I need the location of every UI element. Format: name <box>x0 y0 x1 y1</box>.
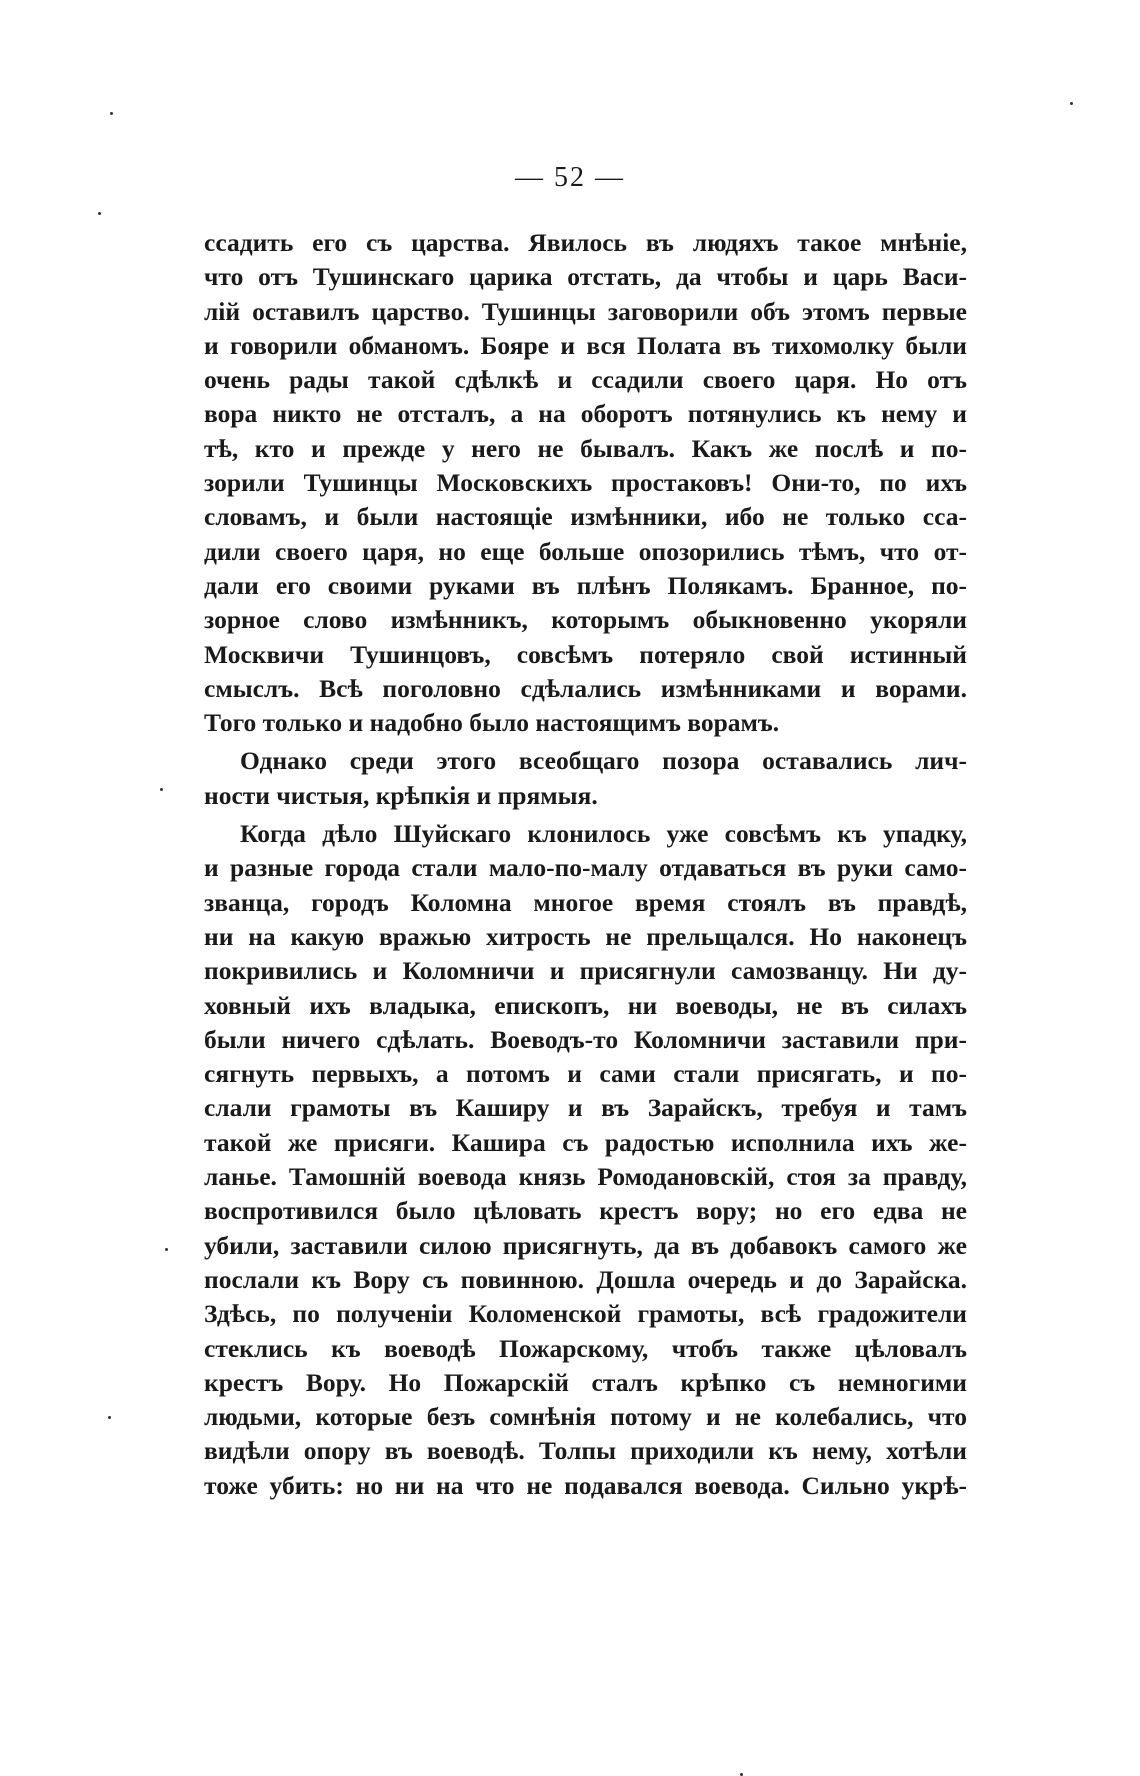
text-line: дили своего царя, но еще больше опозорились тѣмъ, что от- <box>204 536 967 566</box>
text-line: такой же присяги. Кашира съ радостью исполнила ихъ же- <box>204 1127 967 1157</box>
paragraph <box>204 226 967 740</box>
text-line: воспротивился было цѣловать крестъ вору; но его едва не <box>204 1196 967 1226</box>
text-line: лій оставилъ царство. Тушинцы заговорили объ этомъ первые <box>204 296 967 326</box>
text-line: послали къ Вору съ повинною. Дошла очередь и до Зарайска. <box>204 1264 967 1294</box>
text-line: Однако среди этого всеобщаго позора оставались лич- <box>240 746 967 776</box>
text-line: и говорили обманомъ. Бояре и вся Полата въ тихомолку были <box>204 330 967 360</box>
text-line: смыслъ. Всѣ поголовно сдѣлались измѣнниками и ворами. <box>204 673 967 703</box>
text-line: зорили Тушинцы Московскихъ простаковъ! Они-то, по ихъ <box>204 468 967 498</box>
text-line: Когда дѣло Шуйскаго клонилось уже совсѣмъ къ упадку, <box>240 819 967 849</box>
paragraph <box>204 744 967 813</box>
scan-speck <box>165 1248 168 1251</box>
text-line: дали его своими руками въ плѣнъ Полякамъ. Бранное, по- <box>204 570 967 600</box>
paragraph <box>204 817 967 1503</box>
text-line: покривились и Коломничи и присягнули самозванцу. Ни ду- <box>204 956 967 986</box>
text-line: Здѣсь, по полученіи Коломенской грамоты, всѣ градожители <box>204 1299 967 1329</box>
text-line: сягнуть первыхъ, а потомъ и сами стали присягать, и по- <box>204 1059 967 1089</box>
text-line: ни на какую вражью хитрость не прельщался. Но наконецъ <box>204 921 967 951</box>
body-text <box>204 226 967 1503</box>
text-line: были ничего сдѣлать. Воеводъ-то Коломничи заставили при- <box>204 1024 967 1054</box>
text-line: вора никто не отсталъ, а на оборотъ потянулись къ нему и <box>204 399 967 429</box>
scan-speck <box>110 112 113 115</box>
text-line: тѣ, кто и прежде у него не бывалъ. Какъ же послѣ и по- <box>204 433 967 463</box>
text-line: ссадить его съ царства. Явилось въ людяхъ такое мнѣніе, <box>204 228 967 257</box>
scan-speck <box>160 788 163 791</box>
text-line: слали грамоты въ Каширу и въ Зарайскъ, требуя и тамъ <box>204 1093 967 1123</box>
text-line: тоже убить: но ни на что не подавался воевода. Сильно укрѣ- <box>204 1470 967 1500</box>
text-line: ланье. Тамошній воевода князь Ромодановскій, стоя за правду, <box>204 1162 967 1192</box>
scan-speck <box>1070 102 1073 105</box>
text-line: ховный ихъ владыка, епископъ, ни воеводы, не въ силахъ <box>204 990 967 1020</box>
text-line: Москвичи Тушинцовъ, совсѣмъ потеряло свой истинный <box>204 639 967 669</box>
text-line: стеклись къ воеводѣ Пожарскому, чтобъ также цѣловалъ <box>204 1333 967 1363</box>
text-line: крестъ Вору. Но Пожарскій сталъ крѣпко съ немногими <box>204 1367 967 1397</box>
text-line: людьми, которые безъ сомнѣнія потому и не колебались, что <box>204 1402 967 1432</box>
text-line: видѣли опору въ воеводѣ. Толпы приходили къ нему, хотѣли <box>204 1436 967 1466</box>
scan-speck <box>98 212 101 215</box>
text-line: словамъ, и были настоящіе измѣнники, ибо не только сса- <box>204 502 967 532</box>
text-line: убили, заставили силою присягнуть, да въ добавокъ самого же <box>204 1230 967 1260</box>
text-line: что отъ Тушинскаго царика отстать, да чтобы и царь Васи- <box>204 262 967 292</box>
text-line: очень рады такой сдѣлкѣ и ссадили своего царя. Но отъ <box>204 365 967 395</box>
text-line: ности чистыя, крѣпкія и прямыя. <box>204 780 598 810</box>
scan-speck <box>108 1416 111 1419</box>
text-line: званца, городъ Коломна многое время стоялъ въ правдѣ, <box>204 887 967 917</box>
text-line: Того только и надобно было настоящимъ ворамъ. <box>204 708 780 738</box>
page-number: — 52 — <box>515 162 625 193</box>
text-line: и разные города стали мало-по-малу отдаваться въ руки само- <box>204 853 967 883</box>
text-line: зорное слово измѣнникъ, которымъ обыкновенно укоряли <box>204 605 967 635</box>
